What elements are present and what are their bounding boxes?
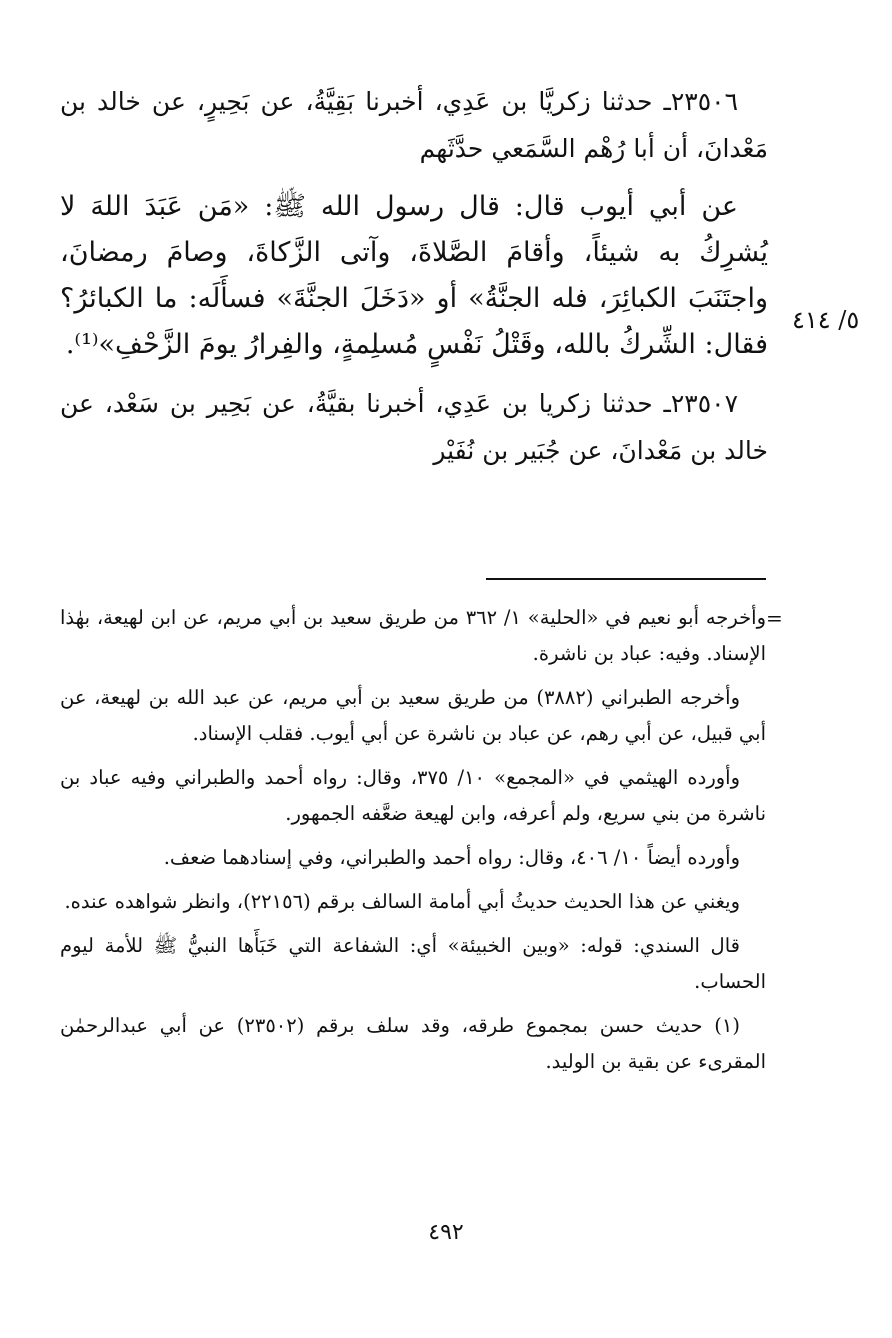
footnote-continuation-mark: = bbox=[766, 606, 783, 630]
footnote-1: (١) حديث حسن بمجموع طرقه، وقد سلف برقم (٢٣٥٠٢) عن أبي عبدالرحمٰن المقرىء عن بقية بن الوليد. bbox=[60, 1014, 766, 1073]
footnote-paragraph: وأخرجه أبو نعيم في «الحلية» ١/ ٣٦٢ من طريق سعيد بن أبي مريم، عن ابن لهيعة، بهٰذا الإسناد. وفيه: عباد بن ناشرة. bbox=[60, 606, 766, 665]
footnote-divider bbox=[486, 578, 766, 580]
footnote-paragraph: وأورده الهيثمي في «المجمع» ١٠/ ٣٧٥، وقال: رواه أحمد والطبراني وفيه عباد بن ناشرة من بني سريع، ولم أعرفه، وابن لهيعة ضعَّفه الجمهور. bbox=[60, 766, 766, 825]
main-text bbox=[60, 78, 768, 486]
footnote-paragraph: ويغني عن هذا الحديث حديثُ أبي أمامة السالف برقم (٢٢١٥٦)، وانظر شواهده عنده. bbox=[64, 890, 740, 913]
footnotes bbox=[60, 600, 766, 1088]
footnote-paragraph: قال السندي: قوله: «وبين الخبيئة» أي: الشفاعة التي خَبَأَها النبيُّ ﷺ للأمة ليوم الحساب. bbox=[60, 934, 766, 993]
footnote-paragraph: وأورده أيضاً ١٠/ ٤٠٦، وقال: رواه أحمد والطبراني، وفي إسنادهما ضعف. bbox=[163, 846, 740, 869]
page-number: ٤٩٢ bbox=[428, 1220, 464, 1245]
margin-volume-page-ref: ٥/ ٤١٤ bbox=[792, 306, 860, 334]
hadith-23506-matn: عن أبي أيوب قال: قال رسول الله ﷺ: «مَن عَبَدَ اللهَ لا يُشرِكُ به شيئاً، وأقامَ الصَّلاةَ، وآتى الزَّكاةَ، وصامَ رمضانَ، واجتَنَبَ الكبائِرَ، فله الجنَّةُ» أو «دَخَلَ الجنَّةَ» فسأَلَه: ما الكبائرُ؟ فقال: الشِّركُ بالله، وقَتْلُ نَفْسٍ مُسلِمةٍ، والفِرارُ يومَ الزَّحْفِ»⁽¹⁾. bbox=[60, 191, 768, 360]
footnote-paragraph: وأخرجه الطبراني (٣٨٨٢) من طريق سعيد بن أبي مريم، عن عبد الله بن لهيعة، عن أبي قبيل، عن أبي رهم، عن عباد بن ناشرة عن أبي أيوب. فقلب الإسناد. bbox=[60, 686, 766, 745]
hadith-23506-isnad: ٢٣٥٠٦ـ حدثنا زكريَّا بن عَدِي، أخبرنا بَقِيَّةُ، عن بَحِيرٍ، عن خالد بن مَعْدانَ، أن أبا رُهْم السَّمَعي حدَّثَهم bbox=[60, 87, 768, 163]
hadith-23507-isnad: ٢٣٥٠٧ـ حدثنا زكريا بن عَدِي، أخبرنا بقيَّةُ، عن بَحِير بن سَعْد، عن خالد بن مَعْدانَ، عن جُبَير بن نُفَيْر bbox=[60, 389, 768, 465]
